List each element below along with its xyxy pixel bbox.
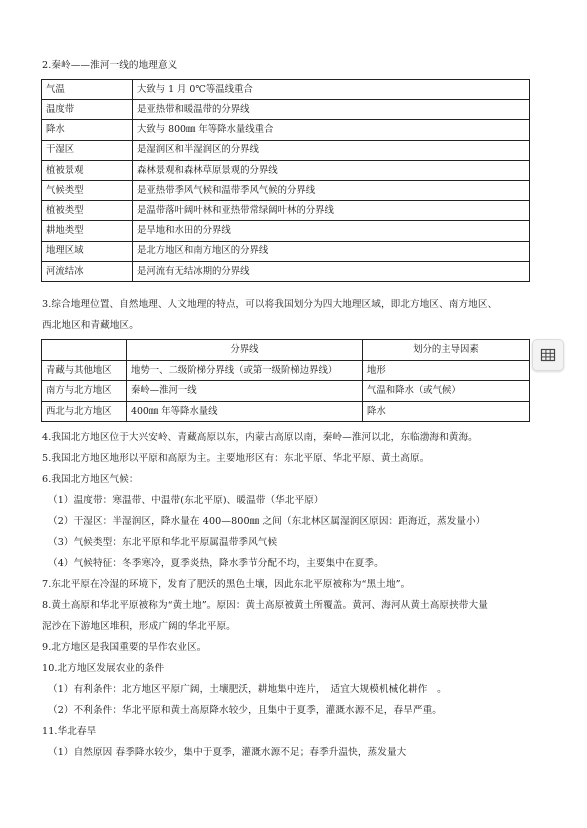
- factor-cell: 地形: [363, 360, 530, 381]
- table-row: [42, 80, 530, 100]
- point-8-line-1: 8.黄土高原和华北平原被称为“黄土地”。原因：黄土高原被黄土所覆盖。黄河、海河从黄土高原挟带大量: [42, 600, 488, 611]
- row-key: 耕地类型: [42, 221, 133, 241]
- region-cell: 西北与北方地区: [42, 401, 127, 422]
- table-header-row: [42, 340, 530, 361]
- point-10: 10.北方地区发展农业的条件: [42, 663, 165, 674]
- point-7: 7.东北平原在冷湿的环境下，发育了肥沃的黑色土壤，因此东北平原被称为“黑土地”。: [42, 579, 411, 590]
- row-key: 降水: [42, 120, 133, 140]
- row-key: 温度带: [42, 100, 133, 120]
- table-row: [42, 381, 530, 402]
- table-row: [42, 140, 530, 160]
- section-3-line-1: 3.综合地理位置、自然地理、人文地理的特点，可以将我国划分为四大地理区域，即北方地区、南方地区、: [42, 299, 498, 310]
- section-3-line-2: 西北地区和青藏地区。: [42, 320, 139, 331]
- table-row: [42, 120, 530, 140]
- table-row: [42, 201, 530, 221]
- table-row: [42, 360, 530, 381]
- point-6-1: （1）温度带：寒温带、中温带(东北平原)、暖温带（华北平原）: [48, 495, 324, 506]
- point-11: 11.华北春旱: [42, 726, 97, 737]
- point-11-1: （1）自然原因 春季降水较少，集中于夏季，灌溉水源不足；春季升温快，蒸发量大: [48, 747, 407, 758]
- region-cell: 南方与北方地区: [42, 381, 127, 402]
- factor-cell: 气温和降水（或气候）: [363, 381, 530, 402]
- point-10-1: （1）有利条件：北方地区平原广阔，土壤肥沃，耕地集中连片， 适宜大规模机械化耕作 。: [48, 684, 447, 695]
- table-tool-button[interactable]: [532, 339, 564, 371]
- row-value: 大致与 1 月 0℃等温线重合: [133, 80, 530, 100]
- row-value: 森林景观和森林草原景观的分界线: [133, 160, 530, 180]
- point-6: 6.我国北方地区气候：: [42, 474, 139, 485]
- factor-cell: 降水: [363, 401, 530, 422]
- boundary-cell: 地势一、二级阶梯分界线（或第一级阶梯边界线）: [127, 360, 363, 381]
- table-row: [42, 160, 530, 180]
- point-5: 5.我国北方地区地形以平原和高原为主。主要地形区有：东北平原、华北平原、黄土高原。: [42, 453, 430, 464]
- point-8-line-2: 泥沙在下游地区堆积，形成广阔的华北平原。: [42, 621, 236, 632]
- row-value: 是北方地区和南方地区的分界线: [133, 241, 530, 261]
- region-cell: 青藏与其他地区: [42, 360, 127, 381]
- row-key: 植被类型: [42, 201, 133, 221]
- qinling-huaihe-significance-table: [41, 79, 530, 282]
- boundary-cell: 400㎜ 年等降水量线: [127, 401, 363, 422]
- row-value: 是温带落叶阔叶林和亚热带常绿阔叶林的分界线: [133, 201, 530, 221]
- row-key: 河流结冰: [42, 261, 133, 281]
- header-cell: 划分的主导因素: [363, 340, 530, 361]
- row-value: 大致与 800㎜ 年等降水量线重合: [133, 120, 530, 140]
- point-9: 9.北方地区是我国重要的旱作农业区。: [42, 642, 207, 653]
- row-key: 干湿区: [42, 140, 133, 160]
- point-6-3: （3）气候类型：东北平原和华北平原属温带季风气候: [48, 537, 278, 548]
- row-key: 植被景观: [42, 160, 133, 180]
- point-10-2: （2）不利条件：华北平原和黄土高原降水较少，且集中于夏季，灌溉水源不足，春旱严重。: [48, 705, 442, 716]
- point-6-2: （2）干湿区：半湿润区，降水量在 400—800㎜ 之间（东北林区属湿润区原因：距海近，蒸发量小）: [48, 516, 486, 527]
- header-cell: 分界线: [127, 340, 363, 361]
- row-key: 气候类型: [42, 180, 133, 200]
- row-value: 是旱地和水田的分界线: [133, 221, 530, 241]
- table-grid-icon: [540, 347, 556, 363]
- table-row: [42, 241, 530, 261]
- section-2-heading: 2.秦岭——淮河一线的地理意义: [42, 60, 178, 71]
- row-value: 是河流有无结冰期的分界线: [133, 261, 530, 281]
- row-value: 是亚热带季风气候和温带季风气候的分界线: [133, 180, 530, 200]
- row-value: 是亚热带和暖温带的分界线: [133, 100, 530, 120]
- header-cell: [42, 340, 127, 361]
- table-row: [42, 401, 530, 422]
- table-row: [42, 261, 530, 281]
- boundary-cell: 秦岭—淮河一线: [127, 381, 363, 402]
- table-row: [42, 221, 530, 241]
- row-key: 气温: [42, 80, 133, 100]
- regional-boundary-table: [41, 339, 530, 422]
- table-row: [42, 180, 530, 200]
- row-key: 地理区域: [42, 241, 133, 261]
- row-value: 是湿润区和半湿润区的分界线: [133, 140, 530, 160]
- table-row: [42, 100, 530, 120]
- point-6-4: （4）气候特征：冬季寒冷，夏季炎热，降水季节分配不均，主要集中在夏季。: [48, 558, 384, 569]
- point-4: 4.我国北方地区位于大兴安岭、青藏高原以东，内蒙古高原以南，秦岭—淮河以北，东临渤海和黄海。: [42, 432, 478, 443]
